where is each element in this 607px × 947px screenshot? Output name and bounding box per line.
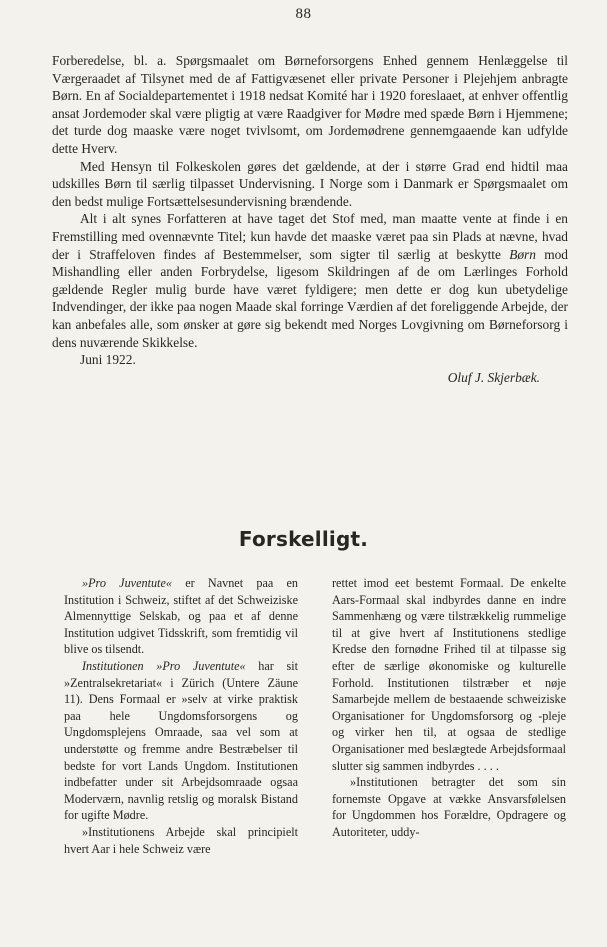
section-title: Forskelligt. [238, 527, 369, 551]
right-column [332, 575, 566, 841]
left-paragraph-1-text: er Navnet paa en Institution i Schweiz, stiftet af det Schweiziske Almennyttige Selskab, og paa et af denne Institution udgivet Tidsskrift, som fremtidig vil blive os tilsendt. [64, 576, 299, 657]
review-paragraph-3 [52, 210, 568, 351]
review-paragraph-3-end: mod Mishandling eller anden Forbrydelse, ligesom Skildringen af de om Lærlinges Forhold gældende Regler mulig burde have været fyldigere; men dette er dog kun ubetydelige Indvendinger, der ikke paa nogen Maade skal forringe Værdien af det foreliggende Arbejde, der kan anbefales alle, som ønsker at gøre sig bekendt med Norges Lovgivning om Børneforsorg i dens nuværende Skikkelse. [52, 246, 568, 350]
author-signature: Oluf J. Skjerbæk. [447, 369, 540, 385]
left-paragraph-2 [64, 658, 298, 824]
page-number: 88 [295, 6, 312, 22]
left-column [64, 575, 298, 857]
review-paragraph-2: Med Hensyn til Folkeskolen gøres det gældende, at der i større Grad end hidtil maa udskilles Børn til særlig tilpasset Undervisning. I Norge som i Danmark er Spørgsmaalet om den bedst mulige Fortsættelsesundervisning brændende. [52, 158, 568, 209]
review-paragraph-1: Forberedelse, bl. a. Spørgsmaalet om Børneforsorgens Enhed gennem Henlæggelse til Værgeraadet af Tilsynet med de af Fattigvæsenet eller private Personer i Plejehjem anbragte Børn. En af Socialdepartementet i 1918 nedsat Komité har i 1920 foreslaaet, at enhver offentlig ansat Jordemoder skal være pligtig at være Raadgiver for Mødre med spæde Børn i Hjemmene; det turde dog maaske være noget tvivlsomt, om Jordemødrene gennemgaaende kan udfylde dette Hverv. [52, 53, 568, 156]
review-text [52, 52, 568, 386]
left-paragraph-2-title: Institutionen »Pro Juventute« [82, 658, 246, 673]
review-emphasis: Børn [509, 246, 536, 262]
review-date: Juni 1922. [80, 352, 136, 368]
left-paragraph-1 [64, 575, 298, 658]
right-paragraph-2: »Institutionen betragter det som sin fornemste Opgave at vække Ansvarsfølelsen for Ungdommen hos Forældre, Opdragere og Autoriteter, uddy- [332, 775, 566, 839]
left-paragraph-1-title: »Pro Juventute« [82, 576, 172, 590]
left-paragraph-2-text: har sit »Zentralsekretariat« i Zürich (Untere Zäune 11). Dens Formaal er »selv at virke praktisk paa hele Ungdomsforsorgens og Ungdomsplejens Omraade, saa vel som at understøtte og fremme andre Bestræbelser til bedste for vort Lands Ungdom. Institutionen indbefatter under sit Arbejdsomraade ogsaa Moderværn, navnlig retslig og moralsk Bistand for ugifte Mødre. [64, 658, 299, 823]
review-paragraph-3-start: Alt i alt synes Forfatteren at have taget det Stof med, man maatte vente at finde i en Fremstilling med ovennævnte Titel; kun havde det maaske været paa sin Plads at nævne, hvad der i Straffeloven findes af Bestemmelser, som sigter til særlig at beskytte [52, 211, 568, 262]
right-paragraph-1: rettet imod eet bestemt Formaal. De enkelte Aars-Formaal skal indbyrdes danne en indre Sammenhæng og være tilstrækkelig rummelige til at give hvert af Institutionens stedlige Kredse den fornødne Frihed til at tilpasse sig efter de særlige økonomiske og kulturelle Forhold. Institutionen tilstræber et nøje Samarbejde mellem de bestaaende schweiziske Organisationer for Ungdomsforsorg og -pleje og virker hen til, at ogsaa de stedlige Organisationer med beslægtede Arbejdsformaal slutter sig sammen indbyrdes . . . . [332, 576, 566, 773]
left-paragraph-3: »Institutionens Arbejde skal principielt hvert Aar i hele Schweiz være [64, 824, 298, 856]
